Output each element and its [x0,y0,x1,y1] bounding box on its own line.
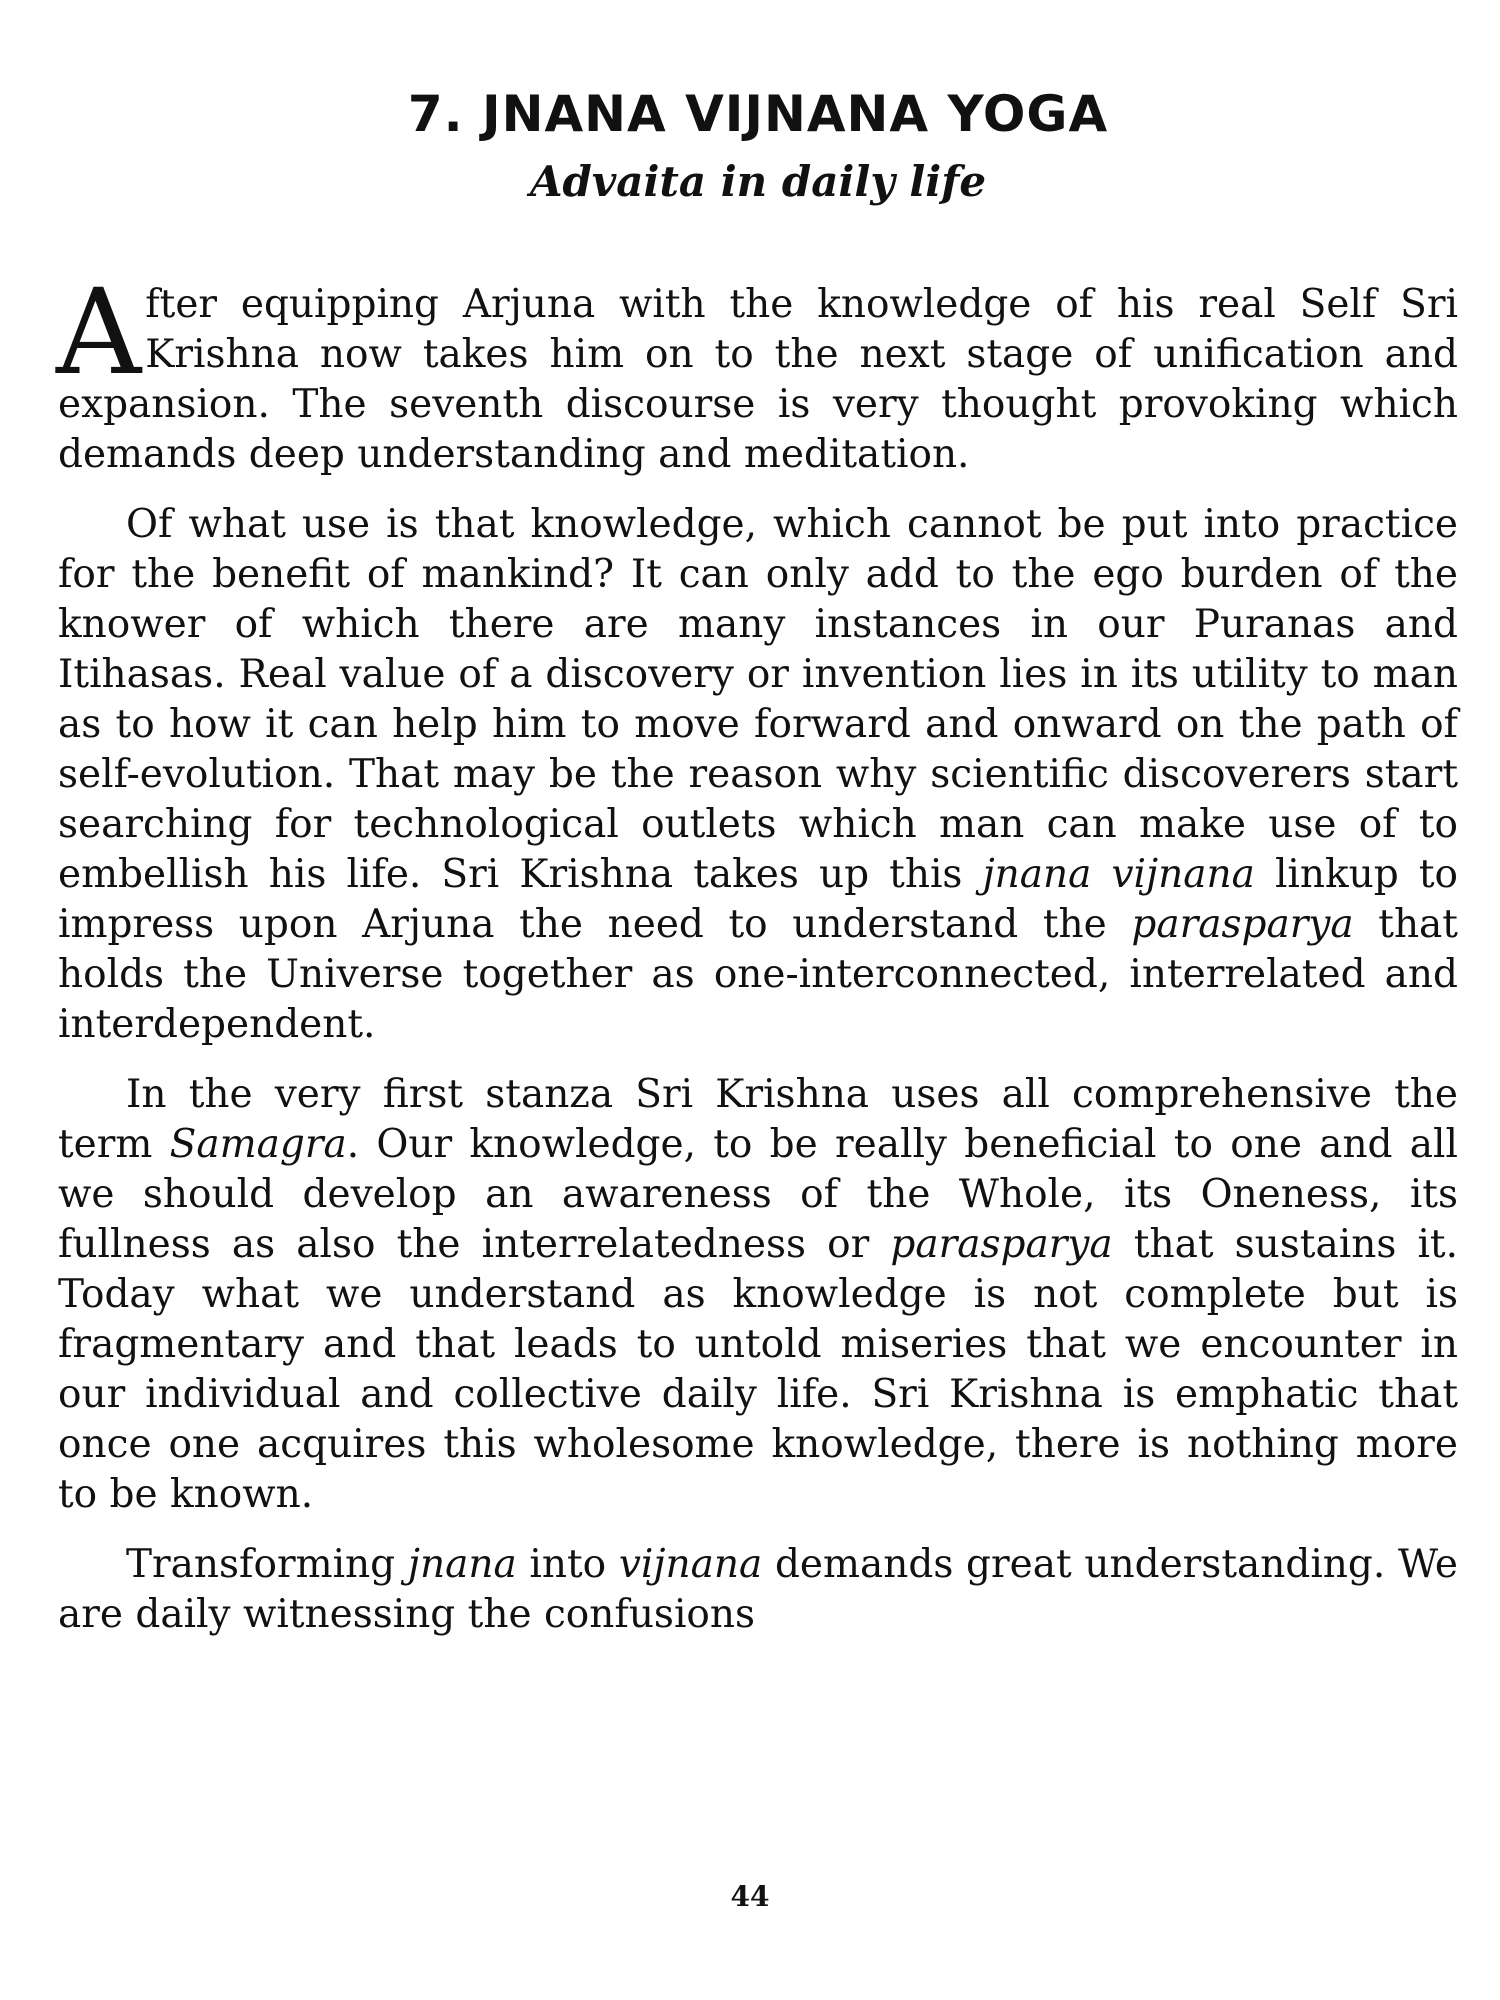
italic-term: parasparya [1131,902,1354,947]
paragraph-3 [58,1070,1458,1520]
paragraph-text: In the very first stanza Sri Krishna uses all comprehensive the term [58,1072,1458,1167]
book-page [58,60,1458,1660]
page-number: 44 [730,1880,770,1913]
italic-term: vijnana [618,1542,763,1587]
paragraph-text: Of what use is that knowledge, which cannot be put into practice for the benefit of mankind? It can only add to the ego burden of the knower of which there are many instances in our Puranas and Itihasas. Real value of a discovery or invention lies in its utility to man as to how it can help him to move forward and onward on the path of self-evolution. That may be the reason why scientific discoverers start searching for technological outlets which man can make use of to embellish his life. Sri Krishna takes up this [58,502,1458,897]
paragraph-text: that sustains it. Today what we understand as knowledge is not complete but is fragmentary and that leads to untold miseries that we encounter in our individual and collective daily life. Sri Krishna is emphatic that once one acquires this wholesome knowledge, there is nothing more to be known. [58,1222,1459,1517]
italic-term: jnana [407,1542,517,1587]
paragraph-4 [58,1540,1458,1640]
paragraph-text: Transforming [126,1542,408,1587]
paragraph-text: demands great understanding. We are daily witnessing the confusions [58,1542,1458,1637]
paragraph-2 [58,500,1458,1050]
italic-term: jnana vijnana [982,852,1255,897]
paragraph-1 [56,263,1458,480]
chapter-subtitle: Advaita in daily life [529,157,987,206]
paragraph-text: linkup to impress upon Arjuna the need to understand the [58,852,1458,947]
paragraph-text: fter equipping Arjuna with the knowledge of his real Self Sri Krishna now takes him on to the next stage of unification and expansion. The seventh discourse is very thought provoking which demands deep understanding and meditation. [58,282,1458,477]
drop-cap: A [56,263,142,401]
italic-term: Samagra [169,1122,347,1167]
paragraph-text: into [516,1542,619,1587]
body-text [56,263,1459,1640]
chapter-title: 7. JNANA VIJNANA YOGA [407,85,1109,143]
italic-term: parasparya [890,1222,1113,1267]
paragraph-text: that holds the Universe together as one-interconnected, interrelated and interdependent. [58,902,1458,1047]
paragraph-text: . Our knowledge, to be really beneficial to one and all we should develop an awareness of the Whole, its Oneness, its fullness as also the interrelatedness or [58,1122,1458,1267]
